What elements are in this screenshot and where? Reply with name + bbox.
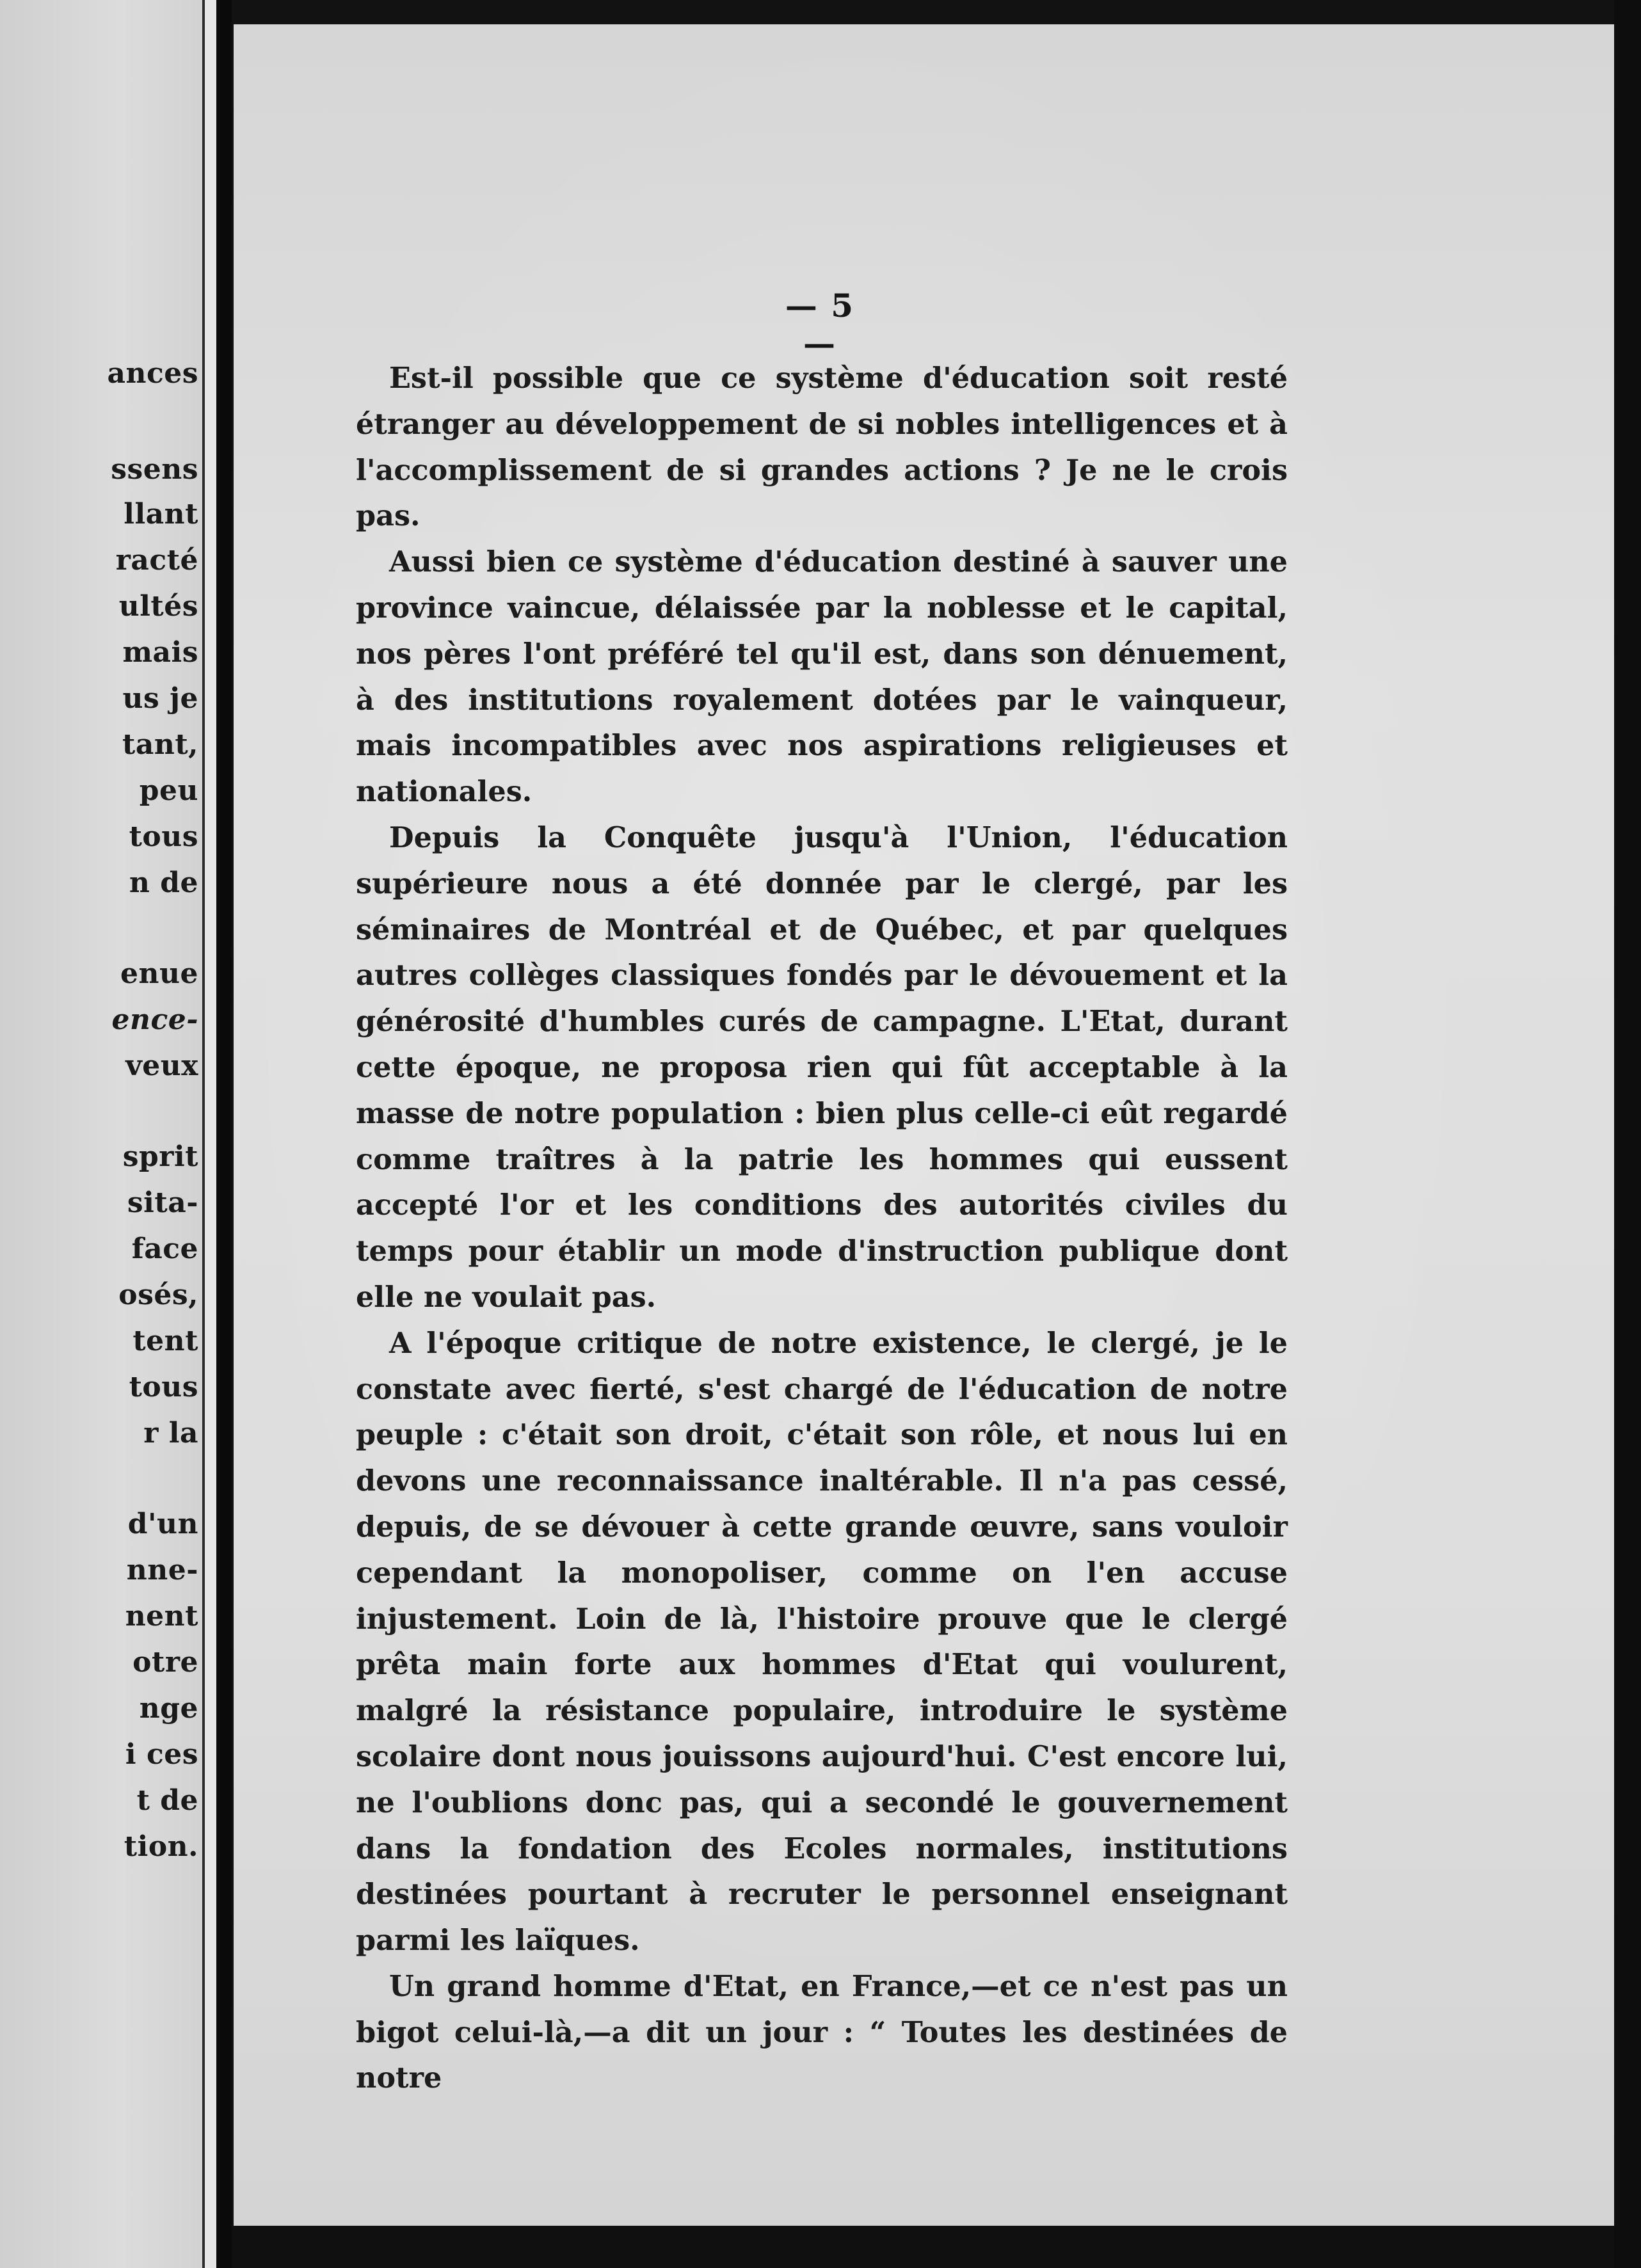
- paragraph: Un grand homme d'Etat, en France,—et ce n'est pas un bigot celui-là,—a dit un jour : “ Toutes les destinées de notre: [356, 1969, 1288, 2095]
- paragraph: Depuis la Conquête jusqu'à l'Union, l'éducation supérieure nous a été donnée par le clergé, par les séminaires de Montréal et de Québec, et par quelques autres collèges classiques fondés par le dévouement et la générosité d'humbles curés de campagne. L'Etat, durant cette époque, ne proposa rien qui fût acceptable à la masse de notre population : bien plus celle-ci eût regardé comme traîtres à la patrie les hommes qui eussent accepté l'or et les conditions des autorités civiles du temps pour établir un mode d'instruction publique dont elle ne voulait pas.: [356, 820, 1288, 1314]
- left-line: tous: [129, 820, 198, 853]
- left-line: otre: [132, 1646, 198, 1679]
- top-border: [232, 0, 1614, 24]
- left-line: tion.: [124, 1830, 198, 1863]
- left-line: nne-: [126, 1554, 198, 1586]
- left-line: t de: [136, 1784, 198, 1817]
- left-line: mais: [122, 636, 198, 669]
- left-page-edge: [202, 0, 216, 2268]
- left-line: tant,: [122, 728, 198, 761]
- left-line: nge: [139, 1692, 198, 1725]
- left-line: r la: [143, 1417, 198, 1449]
- paragraph: Aussi bien ce système d'éducation destiné à sauver une province vaincue, délaissée par la noblesse et le capital, nos pères l'ont préféré tel qu'il est, dans son dénuement, à des institutions royalement dotées par le vainqueur, mais incompatibles avec nos aspirations religieuses et nationales.: [356, 545, 1288, 809]
- left-line: d'un: [127, 1508, 198, 1540]
- bottom-border: [232, 2226, 1614, 2268]
- left-line: sita-: [127, 1186, 198, 1219]
- left-line: us je: [122, 682, 198, 715]
- left-page-text-column: [0, 0, 198, 2268]
- left-line: peu: [139, 774, 198, 807]
- left-line: ultés: [118, 590, 198, 623]
- left-line: sprit: [122, 1140, 198, 1173]
- left-line: ence-: [111, 1003, 198, 1036]
- left-line: enue: [120, 957, 198, 990]
- right-border: [1614, 0, 1641, 2268]
- left-line: tent: [132, 1325, 198, 1357]
- page-number: — 5 —: [785, 287, 855, 362]
- paragraph: Est-il possible que ce système d'éducation soit resté étranger au développement de si nobles intelligences et à l'accomplissement de si grandes actions ? Je ne le crois pas.: [356, 362, 1288, 533]
- left-line: llant: [124, 498, 198, 531]
- left-line: ances: [107, 357, 198, 390]
- left-line: n de: [129, 866, 198, 899]
- left-line: nent: [125, 1600, 198, 1633]
- body-text: [356, 356, 1288, 2102]
- left-page-fragment: [0, 0, 202, 2268]
- paragraph: A l'époque critique de notre existence, le clergé, je le constate avec fierté, s'est chargé de l'éducation de notre peuple : c'était son droit, c'était son rôle, et nous lui en devons une reconnaissance inaltérable. Il n'a pas cessé, depuis, de se dévouer à cette grande œuvre, sans vouloir cependant la monopoliser, comme on l'en accuse injustement. Loin de là, l'histoire prouve que le clergé prêta main forte aux hommes d'Etat qui voulurent, malgré la résistance populaire, introduire le système scolaire dont nous jouissons aujourd'hui. C'est encore lui, ne l'oublions donc pas, qui a secondé le gouvernement dans la fondation des Ecoles normales, institutions destinées pourtant à recruter le personnel enseignant parmi les laïques.: [356, 1326, 1288, 1958]
- left-line: ssens: [111, 453, 198, 486]
- left-line: i ces: [125, 1738, 198, 1771]
- left-line: tous: [129, 1371, 198, 1403]
- left-line: veux: [125, 1050, 198, 1082]
- book-gutter: [216, 0, 232, 2268]
- left-line: racté: [115, 544, 198, 577]
- left-line: face: [131, 1233, 198, 1265]
- left-line: osés,: [118, 1279, 198, 1311]
